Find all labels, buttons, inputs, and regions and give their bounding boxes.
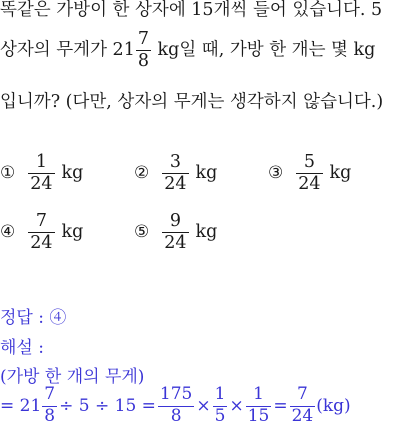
option-1-fraction: [28, 153, 54, 194]
option-3-fraction: [296, 153, 322, 194]
fraction-numerator: 5: [303, 152, 315, 172]
fraction-numerator: 1: [253, 384, 264, 404]
option-1-unit: kg: [61, 163, 84, 184]
option-5-mark: ⑤: [134, 222, 150, 243]
fraction-numerator: 9: [169, 211, 181, 231]
fraction-numerator: 1: [35, 152, 47, 172]
fraction-denominator: 8: [137, 51, 149, 72]
question-line-2-prefix: 상자의 무게가 21: [0, 39, 135, 60]
option-3[interactable]: [268, 153, 351, 194]
fraction-numerator: 7: [296, 384, 308, 404]
answer-label: 정답 : ④: [0, 308, 67, 328]
option-4-unit: kg: [61, 222, 84, 243]
option-2[interactable]: [134, 153, 217, 194]
eq-start: = 21: [0, 395, 42, 416]
fraction-numerator: 7: [35, 211, 47, 231]
eq-fraction-1: [42, 386, 57, 426]
option-4-fraction: [28, 212, 54, 253]
eq-fraction-5: [290, 386, 316, 426]
fraction-denominator: 24: [164, 174, 187, 195]
option-2-fraction: [162, 153, 188, 194]
option-1[interactable]: [0, 153, 83, 194]
option-2-mark: ②: [134, 163, 150, 184]
question-line-1: 똑같은 가방이 한 상자에 15개씩 들어 있습니다. 5: [0, 0, 383, 20]
question-line-2-suffix: kg일 때, 가방 한 개는 몇 kg: [151, 39, 376, 60]
option-3-mark: ③: [268, 163, 284, 184]
option-1-mark: ①: [0, 163, 16, 184]
eq-fraction-3: [213, 386, 228, 426]
fraction-numerator: 175: [159, 384, 193, 404]
fraction-denominator: 24: [298, 174, 321, 195]
fraction-numerator: 7: [137, 29, 149, 49]
question-line-2: [0, 30, 375, 71]
fraction-numerator: 1: [214, 384, 226, 404]
option-5-fraction: [162, 212, 188, 253]
eq-operator-4: =: [273, 395, 288, 416]
fraction-denominator: 15: [247, 405, 270, 426]
eq-operator-2: ×: [196, 395, 211, 416]
option-4-mark: ④: [0, 222, 16, 243]
question-line-3: 입니까? (다만, 상자의 무게는 생각하지 않습니다.): [0, 92, 384, 112]
fraction-numerator: 3: [169, 152, 181, 172]
fraction-denominator: 24: [164, 233, 187, 254]
fraction-denominator: 24: [30, 174, 53, 195]
solution-equation: [0, 386, 351, 426]
explanation-subtitle: (가방 한 개의 무게): [0, 367, 145, 387]
option-2-unit: kg: [195, 163, 218, 184]
fraction-denominator: 5: [214, 405, 226, 426]
option-4[interactable]: [0, 212, 83, 253]
fraction-numerator: 7: [44, 384, 56, 404]
eq-fraction-4: [246, 386, 272, 426]
option-3-unit: kg: [329, 163, 352, 184]
eq-unit: (kg): [316, 395, 351, 416]
option-5[interactable]: [134, 212, 217, 253]
fraction-denominator: 24: [30, 233, 53, 254]
fraction-denominator: 8: [44, 405, 56, 426]
eq-operator-1: ÷ 5 ÷ 15 =: [59, 395, 156, 416]
mixed-fraction-weight: [136, 30, 151, 71]
eq-operator-3: ×: [229, 395, 244, 416]
eq-fraction-2: [158, 386, 194, 426]
fraction-denominator: 8: [170, 405, 182, 426]
fraction-denominator: 24: [291, 405, 314, 426]
explanation-label: 해설 :: [0, 338, 44, 358]
option-5-unit: kg: [195, 222, 218, 243]
